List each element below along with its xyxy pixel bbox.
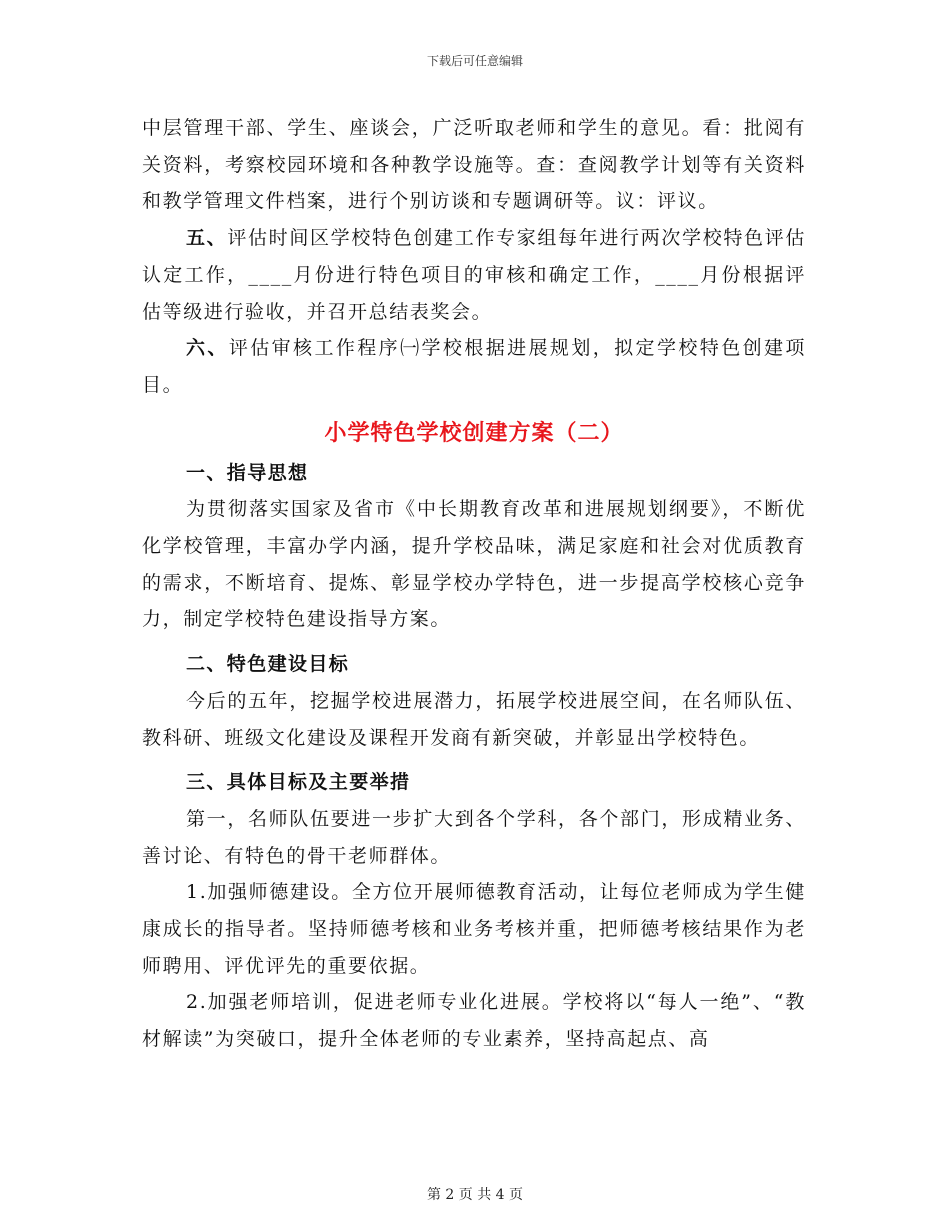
section-heading-measures: 三、具体目标及主要举措 xyxy=(186,771,411,794)
document-body xyxy=(142,110,806,1058)
measures-item-two-text: 加强老师培训，促进老师专业化进展。学校将以“每人一绝”、“教材解读”为突破口，提升全体老师的专业素养，坚持高起点、高 xyxy=(142,991,806,1051)
section-body-goals: 今后的五年，挖掘学校进展潜力，拓展学校进展空间，在名师队伍、教科研、班级文化建设及课程开发商有新突破，并彰显出学校特色。 xyxy=(142,689,806,749)
item-five-text: 评估时间区学校特色创建工作专家组每年进行两次学校特色评估认定工作，____月份进行特色项目的审核和确定工作，____月份根据评估等级进行验收，并召开总结表奖会。 xyxy=(142,227,806,323)
section-heading-guiding-ideology: 一、指导思想 xyxy=(186,461,309,484)
measures-item-two-number: 2. xyxy=(186,991,208,1014)
item-six-text: 评估审核工作程序㈠学校根据进展规划，拟定学校特色创建项目。 xyxy=(142,337,807,396)
paragraph-continuation: 中层管理干部、学生、座谈会，广泛听取老师和学生的意见。看：批阅有关资料，考察校园环境和各种教学设施等。查：查阅教学计划等有关资料和教学管理文件档案，进行个别访谈和专题调研等。议：评议。 xyxy=(142,117,806,213)
page-footer: 第 2 页 共 4 页 xyxy=(426,1187,524,1203)
item-six-lead: 六、 xyxy=(186,337,229,360)
measures-item-two xyxy=(142,984,806,1057)
measures-paragraph-first: 第一，名师队伍要进一步扩大到各个学科，各个部门，形成精业务、善讨论、有特色的骨干老师群体。 xyxy=(142,807,806,867)
section-body-guiding-ideology: 为贯彻落实国家及省市《中长期教育改革和进展规划纲要》，不断优化学校管理，丰富办学内涵，提升学校品味，满足家庭和社会对优质教育的需求，不断培育、提炼、彰显学校办学特色，进一步提高学校核心竞争力，制定学校特色建设指导方案。 xyxy=(142,498,806,631)
item-six xyxy=(142,330,806,403)
measures-item-one-number: 1. xyxy=(186,881,208,904)
section-heading-goals: 二、特色建设目标 xyxy=(186,653,350,676)
item-five xyxy=(142,220,806,330)
measures-item-one xyxy=(142,874,806,984)
measures-item-one-text: 加强师德建设。全方位开展师德教育活动，让每位老师成为学生健康成长的指导者。坚持师德考核和业务考核并重，把师德考核结果作为老师聘用、评优评先的重要依据。 xyxy=(142,881,806,977)
document-title: 小学特色学校创建方案（二） xyxy=(324,419,624,446)
item-five-lead: 五、 xyxy=(186,227,228,250)
page-header: 下载后可任意编辑 xyxy=(426,54,523,68)
